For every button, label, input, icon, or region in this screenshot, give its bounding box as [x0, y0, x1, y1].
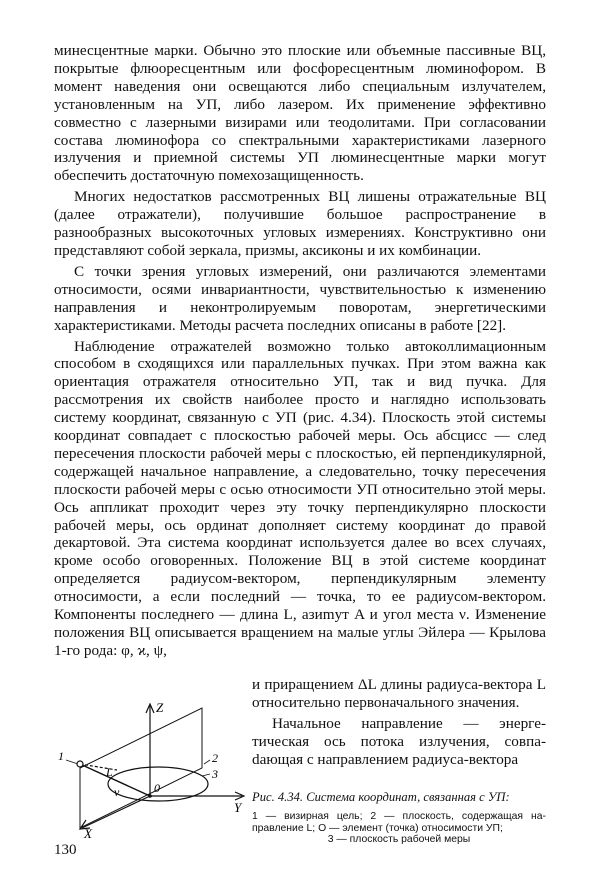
wrap-paragraph-1: и приращением ΔL длины радиуса-вектора L относительно первоначального значения. [252, 676, 546, 711]
leader-3 [202, 774, 210, 776]
label-origin: 0 [154, 781, 160, 795]
label-2: 2 [212, 751, 218, 765]
legend-line-1: 1 — визирная цель; 2 — плоскость, содержащая направление L; O — элемент (точка) относимости УП; [252, 811, 546, 834]
label-L: L [106, 765, 113, 779]
leader-2 [204, 760, 210, 764]
wrapped-text [252, 676, 546, 769]
legend-line-2: 3 — плоскость рабочей меры [327, 834, 471, 845]
main-text [54, 42, 546, 660]
leader-1 [66, 760, 78, 764]
label-3: 3 [212, 767, 218, 781]
x-axis-label: X [84, 826, 92, 840]
paragraph-2: Многих недостатков рассмотренных ВЦ лишены отражательные ВЦ (далее отражатели), получившие большое распространение в разнообразных высокоточных угловых измерениях. Конструктивно они представляют собой зеркала, призмы, аксиконы и их комбинации. [54, 188, 546, 259]
page-number: 130 [54, 842, 77, 858]
label-1: 1 [58, 749, 64, 763]
paragraph-4: Наблюдение отражателей возможно только автоколлимационным способом в сходящихся или параллельных пучках. При этом важна как ориентация отражателя относительно УП, так и вид пучка. Для рассмотрения их свойств наиболее просто и наглядно использовать систему координат, связанную с УП (рис. 4.34). Плоскость этой системы координат совпадает с плоскостью рабочей меры. Ось абсцисс — след пересечения плоскости рабочей меры с плоскостью, ей перпендикулярной, содержащей начальное направление, а следовательно, точку пересечения плоскости рабочей меры с осью относимости УП относительно этой меры. Ось аппликат проходит через эту точку перпендикулярно плоскости рабочей меры, ось ординат дополняет систему координат до правой декартовой. Эта система координат используется далее во всех случаях, кроме особо оговоренных. Положение ВЦ в этой системе координат определяется радиусом-вектором, перпендикулярным элементу относимости, а если последний — точка, то ее радиусом-вектором. Компоненты последнего — длина L, азиmут A и угол места ν. Изменение положения ВЦ описывается вращением на малые углы Эйлера — Крылова 1-го рода: φ, ϰ, ψ, [54, 337, 546, 659]
y-axis-label: Y [234, 800, 242, 815]
figure-legend [252, 811, 546, 846]
wrap-paragraph-2: Начальное направление — энергетическая ось потока излучения, совпаdающая с направлением радиуса-вектора [252, 714, 546, 768]
origin-point [148, 794, 152, 798]
label-nu: ν [114, 785, 120, 799]
coordinate-diagram [52, 700, 252, 840]
z-axis-label: Z [156, 700, 164, 715]
paragraph-3: С точки зрения угловых измерений, они различаются элементами относимости, осями инвариантности, чувствительностью к изменению направления и неконтролируемым поворотам, энергетическими характеристиками. Методы расчета последних описаны в работе [22]. [54, 262, 546, 334]
figure-4-34 [52, 700, 252, 840]
x-axis-line [82, 796, 150, 828]
figure-caption: Рис. 4.34. Система координат, связанная с УП: [252, 790, 510, 804]
target-point [77, 761, 83, 767]
paragraph-1: минесцентные марки. Обычно это плоские или объемные пассивные ВЦ, покрытые флюоресцентным или фосфоресцентным люминофором. В момент наведения они освещаются либо специальным излучателем, установленным на УП, либо лазером. Их применение эффективно совместно с лазерными визирами или теодолитами. При согласовании состава люминофора со спектральными характеристиками лазерного излучения и приемной системы УП люминесцентные марки могут обеспечить достаточную помехозащищенность. [54, 42, 546, 185]
